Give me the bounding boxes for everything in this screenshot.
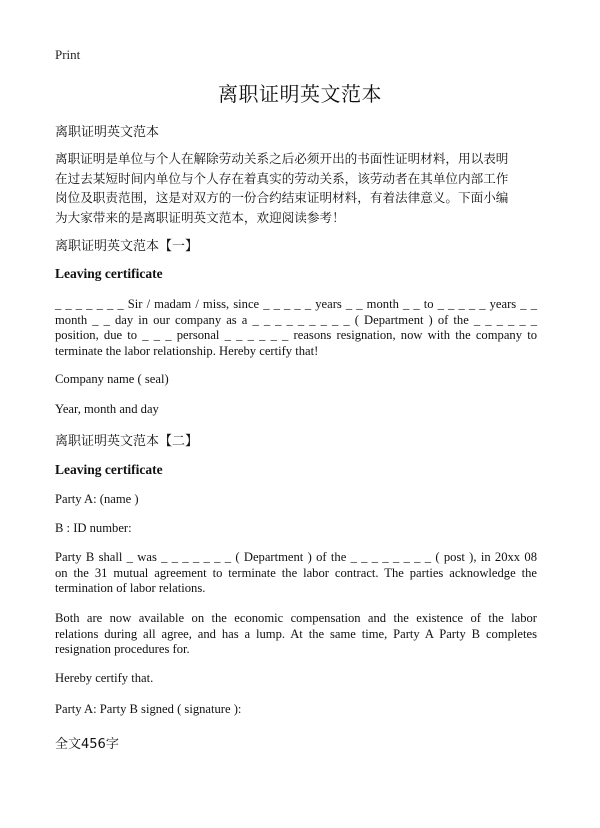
section2-para2-line: resignation procedures for.: [55, 642, 190, 656]
page-title: 离职证明英文范本: [218, 82, 382, 106]
section2-para1-line: termination of labor relations.: [55, 581, 206, 595]
section1-body-line: terminate the labor relationship. Hereby certify that!: [55, 343, 319, 358]
section2-para2-line: relations during all agree, and has a lump. At the same time, Party A Party B completes: [55, 626, 537, 641]
date-line: Year, month and day: [55, 402, 159, 416]
intro-line: 为大家带来的是离职证明英文范本，欢迎阅读参考！: [55, 209, 345, 225]
section2-para1-line: Party B shall _ was _ _ _ _ _ _ _ ( Department ) of the _ _ _ _ _ _ _ _ ( post ), in 20xx 08: [55, 550, 537, 564]
company-name-line: Company name ( seal): [55, 372, 169, 386]
section1-body-line: month _ _ day in our company as a _ _ _ _ _ _ _ _ _ ( Department ) of the _ _ _ _ _ _: [55, 312, 537, 327]
intro-line: 岗位及职责范围，这是对双方的一份合约结束证明材料，有着法律意义。下面小编: [55, 190, 509, 205]
section1-title: Leaving certificate: [55, 266, 163, 281]
section2-paragraph-2: [55, 611, 537, 658]
word-count: 全文456字: [55, 737, 119, 752]
print-link[interactable]: Print: [55, 47, 81, 62]
party-a-line: Party A: (name ): [55, 492, 139, 506]
signature-line: Party A: Party B signed ( signature ):: [55, 702, 242, 716]
section2-para2-line: Both are now available on the economic compensation and the existence of the labor: [55, 611, 537, 625]
section1-body-line: position, due to _ _ _ personal _ _ _ _ _ _ reasons resignation, now with the company to: [55, 328, 537, 342]
section2-paragraph-1: [55, 550, 537, 597]
section1-heading: 离职证明英文范本【一】: [55, 239, 199, 254]
section2-para1-line: on the 31 mutual agreement to terminate the labor contract. The parties acknowledge the: [55, 565, 537, 580]
section2-heading: 离职证明英文范本【二】: [55, 434, 199, 449]
document-subtitle: 离职证明英文范本: [55, 125, 160, 140]
intro-line: 离职证明是单位与个人在解除劳动关系之后必须开出的书面性证明材料，用以表明: [55, 151, 509, 166]
intro-line: 在过去某短时间内单位与个人存在着真实的劳动关系，该劳动者在其单位内部工作: [55, 170, 509, 186]
section1-body-line: _ _ _ _ _ _ _ Sir / madam / miss, since _ _ _ _ _ years _ _ month _ _ to _ _ _ _ _ years _ _: [55, 297, 537, 311]
section1-body: [55, 297, 537, 359]
party-b-id-line: B : ID number:: [55, 521, 132, 535]
section2-title: Leaving certificate: [55, 462, 163, 477]
certify-line: Hereby certify that.: [55, 671, 154, 685]
intro-paragraph: [55, 149, 550, 227]
